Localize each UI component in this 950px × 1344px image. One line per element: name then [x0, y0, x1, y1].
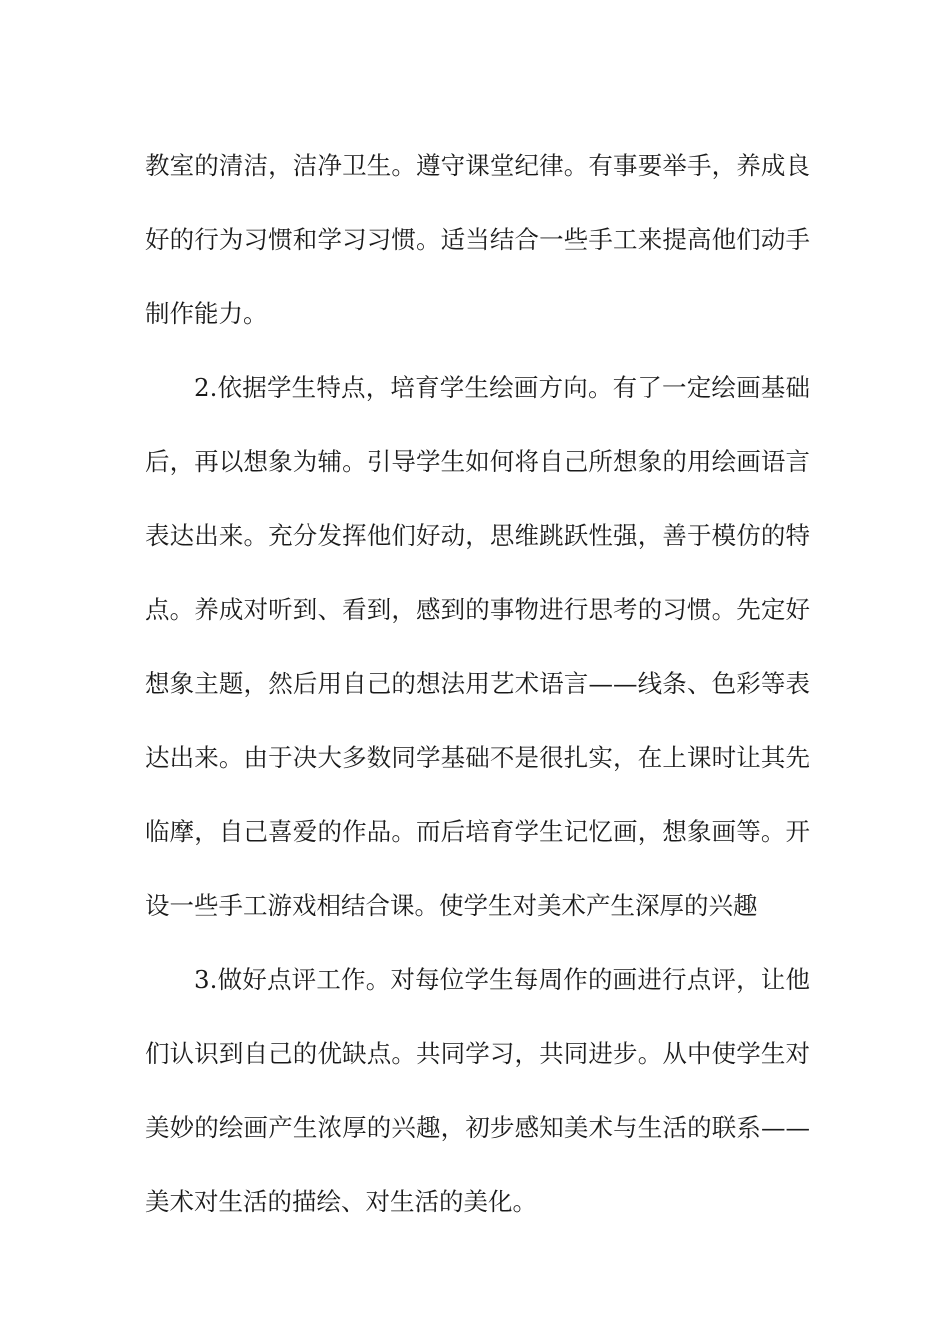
paragraph-item-3: 3.做好点评工作。对每位学生每周作的画进行点评，让他们认识到自己的优缺点。共同学习，共同进步。从中使学生对美妙的绘画产生浓厚的兴趣，初步感知美术与生活的联系——美术对生活的描绘、对生活的美化。 — [145, 965, 810, 1216]
paragraph-continuation: 教室的清洁，洁净卫生。遵守课堂纪律。有事要举手，养成良好的行为习惯和学习习惯。适当结合一些手工来提高他们动手制作能力。 — [145, 151, 810, 328]
body-text — [145, 129, 810, 1239]
paragraph-item-2: 2.依据学生特点，培育学生绘画方向。有了一定绘画基础后，再以想象为辅。引导学生如何将自己所想象的用绘画语言表达出来。充分发挥他们好动，思维跳跃性强，善于模仿的特点。养成对听到、看到，感到的事物进行思考的习惯。先定好想象主题，然后用自己的想法用艺术语言——线条、色彩等表达出来。由于决大多数同学基础不是很扎实，在上课时让其先临摩，自己喜爱的作品。而后培育学生记忆画，想象画等。开设一些手工游戏相结合课。使学生对美术产生深厚的兴趣 — [145, 373, 810, 920]
